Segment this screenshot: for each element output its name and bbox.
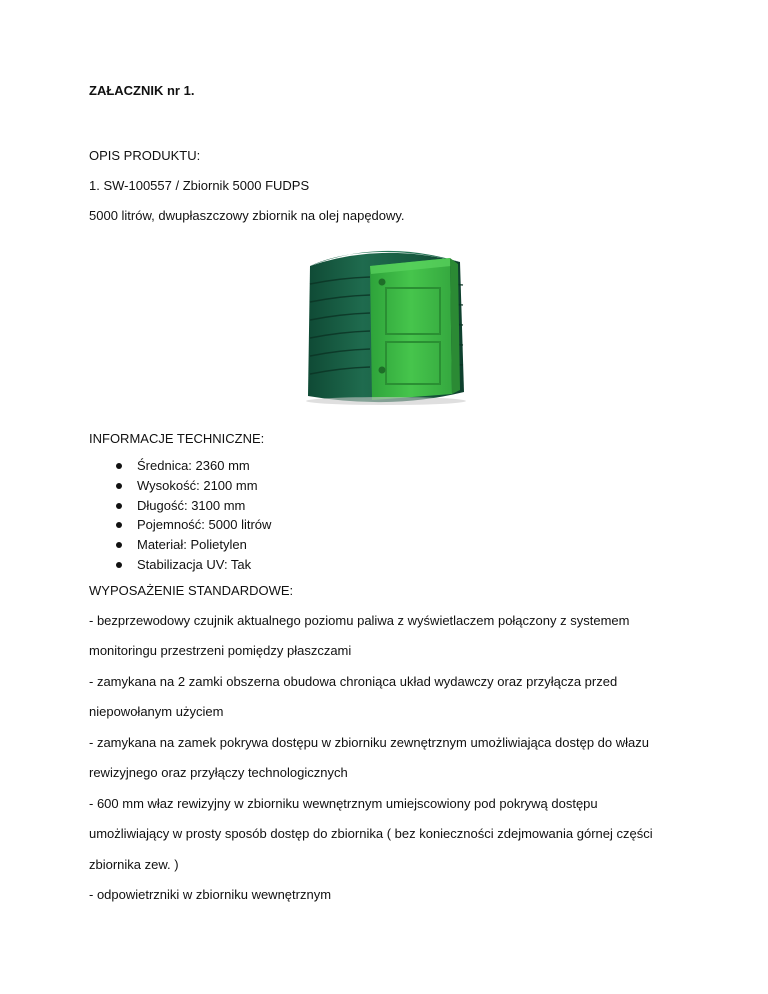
technical-section-title: INFORMACJE TECHNICZNE: xyxy=(89,431,265,446)
equipment-line: - zamykana na 2 zamki obszerna obudowa chroniąca układ wydawczy oraz przyłącza przed xyxy=(89,674,618,689)
list-item xyxy=(89,557,271,577)
product-section-title: OPIS PRODUKTU: xyxy=(89,148,201,163)
spec-material: Materiał: Polietylen xyxy=(137,537,247,553)
bullet-icon xyxy=(116,503,122,509)
equipment-line: - odpowietrzniki w zbiorniku wewnętrznym xyxy=(89,887,332,902)
product-description: 5000 litrów, dwupłaszczowy zbiornik na olej napędowy. xyxy=(89,208,405,223)
bullet-icon xyxy=(116,463,122,469)
equipment-line: - zamykana na zamek pokrywa dostępu w zbiorniku zewnętrznym umożliwiająca dostęp do włazu xyxy=(89,735,649,750)
list-item xyxy=(89,498,271,518)
list-item xyxy=(89,478,271,498)
equipment-line: niepowołanym użyciem xyxy=(89,704,224,719)
equipment-line: - bezprzewodowy czujnik aktualnego poziomu paliwa z wyświetlaczem połączony z systemem xyxy=(89,613,630,628)
bullet-icon xyxy=(116,522,122,528)
green-fuel-tank-image xyxy=(300,244,470,409)
annex-title: ZAŁACZNIK nr 1. xyxy=(89,83,195,98)
list-item xyxy=(89,458,271,478)
bullet-icon xyxy=(116,542,122,548)
equipment-line: zbiornika zew. ) xyxy=(89,857,179,872)
equipment-line: - 600 mm właz rewizyjny w zbiorniku wewnętrznym umiejscowiony pod pokrywą dostępu xyxy=(89,796,598,811)
spec-height: Wysokość: 2100 mm xyxy=(137,477,258,493)
equipment-section-title: WYPOSAŻENIE STANDARDOWE: xyxy=(89,583,294,598)
spec-uv-stabilization: Stabilizacja UV: Tak xyxy=(137,556,252,572)
equipment-line: monitoringu przestrzeni pomiędzy płaszczami xyxy=(89,643,352,658)
list-item xyxy=(89,517,271,537)
spec-length: Długość: 3100 mm xyxy=(137,497,246,513)
bullet-icon xyxy=(116,562,122,568)
list-item xyxy=(89,537,271,557)
spec-diameter: Średnica: 2360 mm xyxy=(137,458,250,473)
spec-capacity: Pojemność: 5000 litrów xyxy=(137,517,272,533)
bullet-icon xyxy=(116,483,122,489)
technical-spec-list xyxy=(89,458,271,577)
product-name-line: 1. SW-100557 / Zbiornik 5000 FUDPS xyxy=(89,178,310,193)
equipment-line: rewizyjnego oraz przyłączy technologicznych xyxy=(89,765,348,780)
equipment-line: umożliwiający w prosty sposób dostęp do zbiornika ( bez konieczności zdejmowania górnej części xyxy=(89,826,653,841)
